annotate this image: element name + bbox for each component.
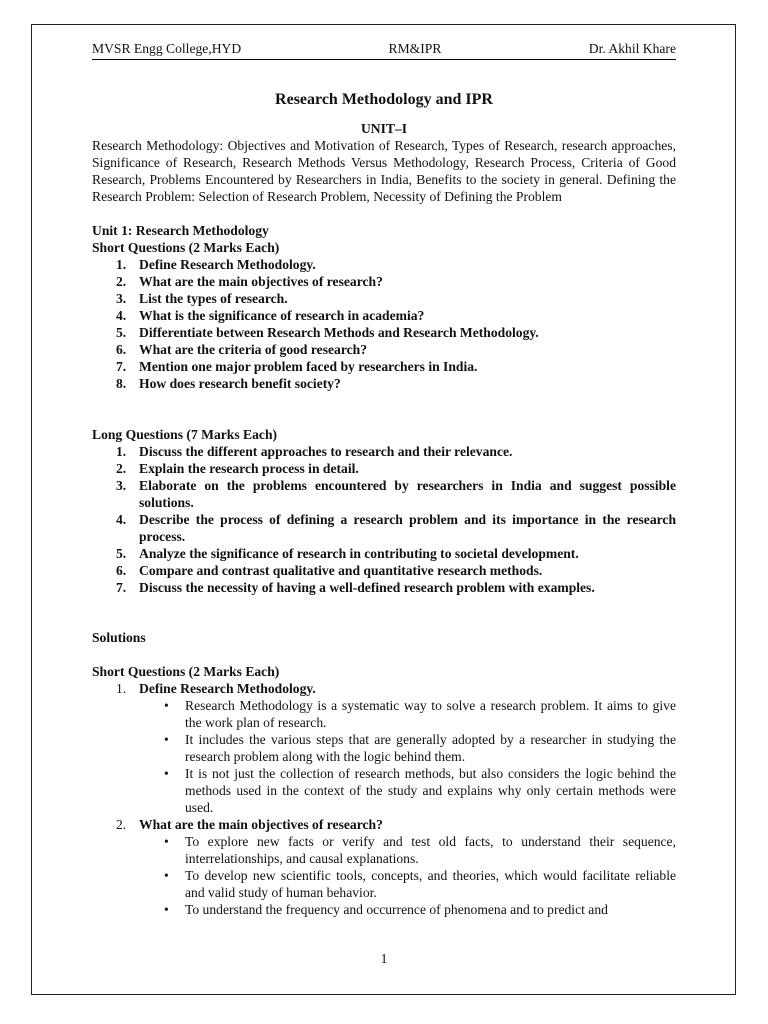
- document-title: Research Methodology and IPR: [275, 91, 493, 108]
- list-item: 2. What are the main objectives of research?: [116, 274, 383, 289]
- bullet-icon: •: [164, 766, 169, 781]
- solution-2: [92, 816, 676, 918]
- long-questions-list: [92, 443, 676, 596]
- list-item: 6. Compare and contrast qualitative and quantitative research methods.: [116, 563, 543, 578]
- bullet-icon: •: [164, 902, 169, 917]
- bullet-icon: •: [164, 698, 169, 713]
- solutions-heading: Solutions: [92, 630, 146, 645]
- list-item: 7. Discuss the necessity of having a well-defined research problem with examples.: [116, 580, 595, 595]
- bullet-icon: •: [164, 834, 169, 849]
- list-item: 3. Elaborate on the problems encountered by researchers in India and suggest possible solutions.: [116, 478, 676, 510]
- bullet-icon: •: [164, 732, 169, 747]
- unit-heading: UNIT–I: [360, 121, 408, 136]
- list-item: 1. Define Research Methodology.: [116, 257, 316, 272]
- list-item: 5. Analyze the significance of research in contributing to societal development.: [116, 546, 579, 561]
- list-item: 6. What are the criteria of good research?: [116, 342, 368, 357]
- syllabus-paragraph: Research Methodology: Objectives and Motivation of Research, Types of Research, research approaches, Significance of Research, Research Methods Versus Methodology, Research Process, Criteria of Good Research, Problems Encountered by Researchers in India, Benefits to the society in general. Defining the Research Problem: Selection of Research Problem, Necessity of Defining the Problem: [92, 138, 676, 204]
- short-questions-heading: Short Questions (2 Marks Each): [92, 240, 280, 255]
- solution-question: 2. What are the main objectives of research?: [116, 817, 383, 832]
- list-item: 5. Differentiate between Research Methods and Research Methodology.: [116, 325, 539, 340]
- header-author: Dr. Akhil Khare: [588, 41, 676, 56]
- list-item: 2. Explain the research process in detail.: [116, 461, 359, 476]
- solution-bullet: • Research Methodology is a systematic way to solve a research problem. It aims to give the work plan of research.: [164, 698, 676, 730]
- solution-bullet: • It includes the various steps that are generally adopted by a researcher in studying the research problem along with the logic behind them.: [164, 732, 676, 764]
- list-item: 7. Mention one major problem faced by researchers in India.: [116, 359, 478, 374]
- list-item: 3. List the types of research.: [116, 291, 288, 306]
- solution-bullet: • It is not just the collection of research methods, but also considers the logic behind the methods used in the context of the study and explains why only certain methods were used.: [164, 766, 676, 815]
- bullet-icon: •: [164, 868, 169, 883]
- short-questions-list: [92, 256, 676, 392]
- document-page: [92, 40, 676, 918]
- list-item: 4. What is the significance of research in academia?: [116, 308, 425, 323]
- header-college: MVSR Engg College,HYD: [92, 41, 242, 56]
- list-item: 4. Describe the process of defining a research problem and its importance in the research process.: [116, 512, 676, 544]
- list-item: 1. Discuss the different approaches to research and their relevance.: [116, 444, 513, 459]
- solution-bullet: • To develop new scientific tools, concepts, and theories, which would facilitate reliable and valid study of human behavior.: [164, 868, 676, 900]
- running-header: [92, 40, 676, 60]
- solution-1: [92, 680, 676, 816]
- page-number: 1: [380, 951, 388, 966]
- unit1-heading: Unit 1: Research Methodology: [92, 223, 269, 238]
- solutions-short-heading: Short Questions (2 Marks Each): [92, 664, 280, 679]
- header-subject: RM&IPR: [388, 41, 442, 56]
- long-questions-heading: Long Questions (7 Marks Each): [92, 427, 278, 442]
- list-item: 8. How does research benefit society?: [116, 376, 341, 391]
- solution-bullet: • To understand the frequency and occurrence of phenomena and to predict and: [164, 902, 608, 917]
- solution-question: 1. Define Research Methodology.: [116, 681, 316, 696]
- solution-bullet: • To explore new facts or verify and test old facts, to understand their sequence, interrelationships, and causal explanations.: [164, 834, 676, 866]
